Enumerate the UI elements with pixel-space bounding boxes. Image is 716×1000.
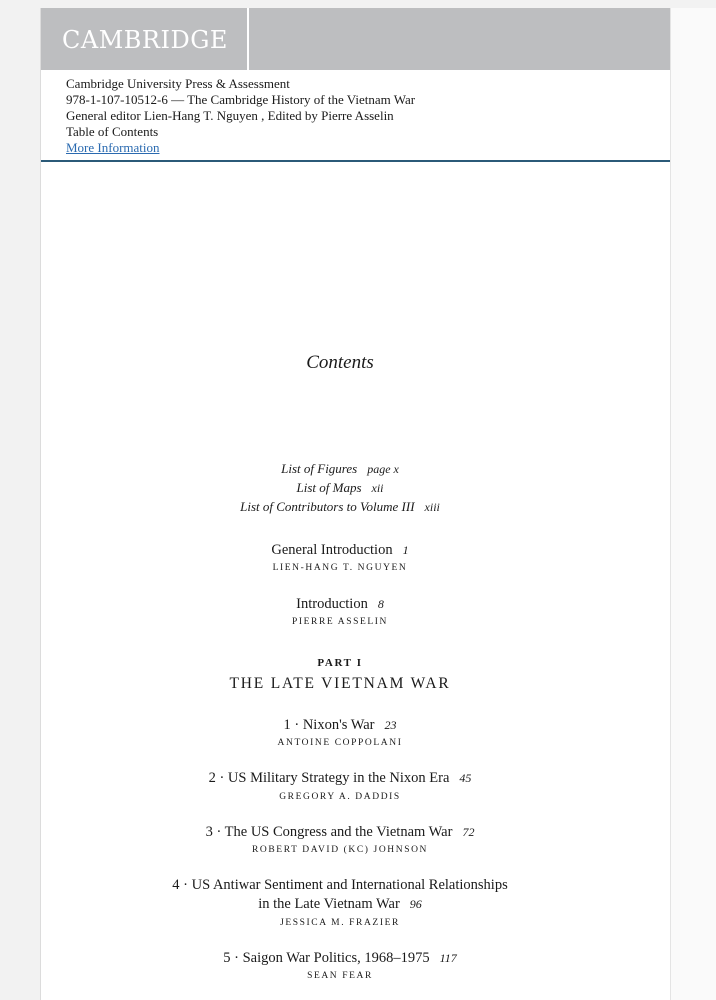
isbn-title-line: 978-1-107-10512-6 — The Cambridge History of the Vietnam War (66, 92, 416, 107)
document-page (40, 8, 672, 1000)
chapter-title: 2 · US Military Strategy in the Nixon Era 45 (208, 770, 472, 786)
contents-heading: Contents (306, 352, 374, 373)
chapter-title: 4 · US Antiwar Sentiment and International Relationships (172, 877, 508, 893)
viewer-right-margin (670, 8, 716, 1000)
part-label: PART I (317, 657, 363, 669)
section-line: Table of Contents (66, 124, 159, 139)
chapter-title: 5 · Saigon War Politics, 1968–1975 117 (223, 950, 457, 966)
book-metadata (66, 76, 415, 156)
toc-entry-title: General Introduction 1 (271, 542, 409, 558)
chapter-title: 3 · The US Congress and the Vietnam War 72 (205, 824, 475, 840)
front-matter-item: List of Maps xii (296, 480, 384, 495)
front-matter-item: List of Figures page x (281, 461, 399, 476)
chapter-title-continued: in the Late Vietnam War 96 (258, 896, 422, 912)
front-matter-item: List of Contributors to Volume III xiii (240, 499, 440, 514)
chapter-author: ANTOINE COPPOLANI (277, 738, 403, 748)
publisher-line: Cambridge University Press & Assessment (66, 76, 290, 91)
editors-line: General editor Lien-Hang T. Nguyen , Edited by Pierre Asselin (66, 108, 394, 123)
more-information-link[interactable]: More Information (66, 140, 160, 155)
toc-entry-author: PIERRE ASSELIN (291, 617, 389, 627)
toc-entry-title: Introduction 8 (296, 596, 384, 612)
chapter-author: JESSICA M. FRAZIER (280, 918, 400, 928)
chapter-author: ROBERT DAVID (KC) JOHNSON (251, 845, 429, 855)
logo-box (41, 8, 249, 70)
cambridge-logo: CAMBRIDGE (62, 26, 228, 54)
part-title: THE LATE VIETNAM WAR (229, 675, 451, 692)
header-divider (41, 160, 671, 162)
chapter-author: GREGORY A. DADDIS (279, 792, 401, 802)
chapter-title: 1 · Nixon's War 23 (283, 717, 397, 733)
header-banner (41, 8, 671, 70)
toc-entry-author: LIEN-HANG T. NGUYEN (272, 563, 408, 573)
chapter-author: SEAN FEAR (307, 971, 373, 981)
